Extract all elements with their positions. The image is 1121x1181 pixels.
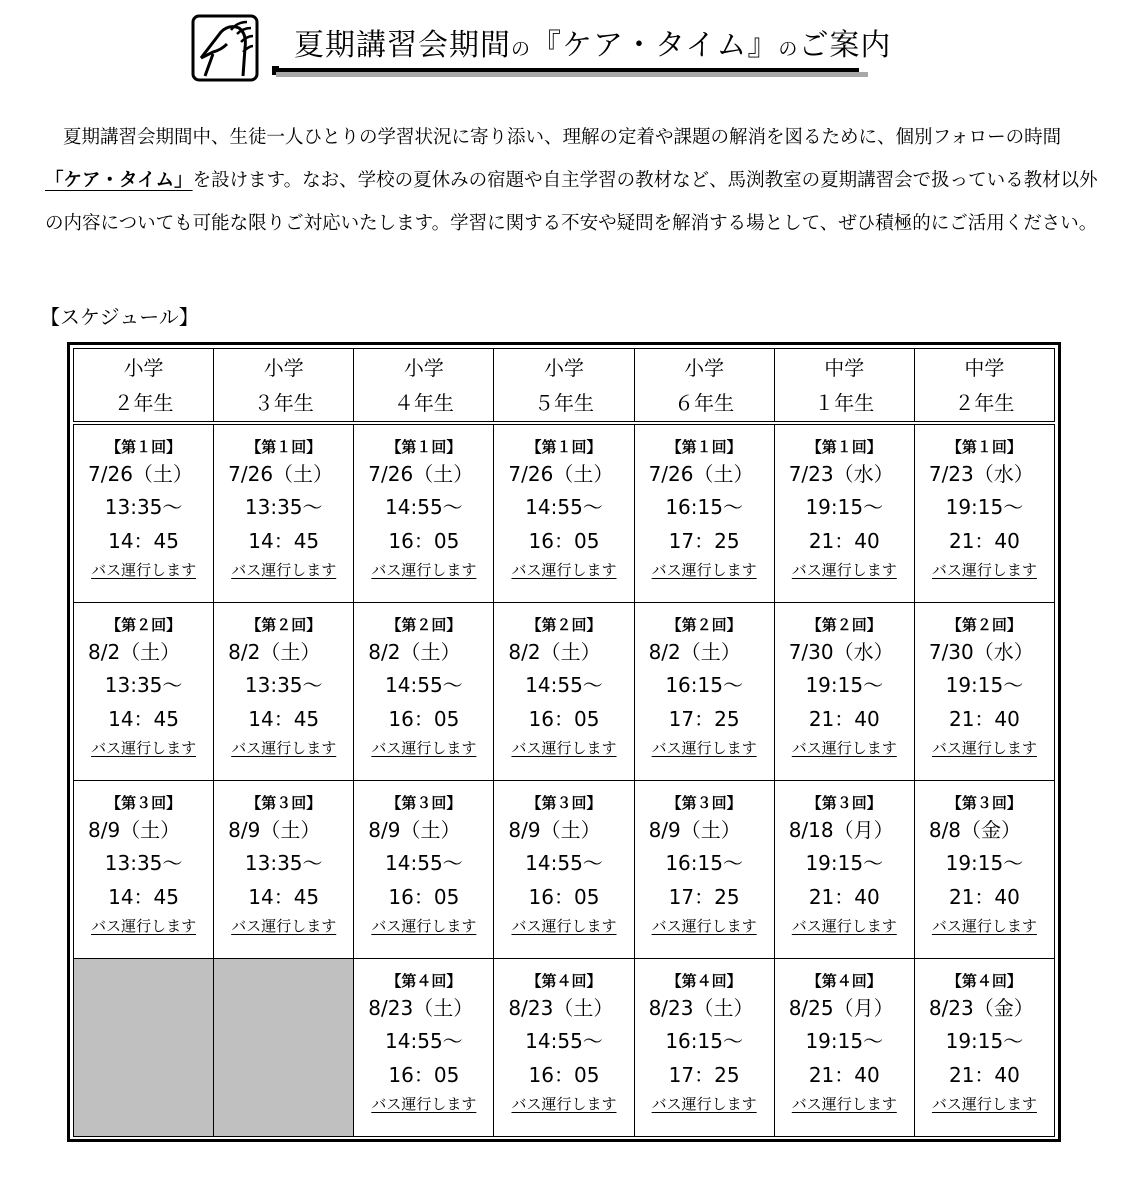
intro-paragraph <box>45 116 1098 245</box>
session-date: 8/9（土） <box>508 818 601 842</box>
session-cell <box>774 959 914 1137</box>
empty-cell <box>214 959 354 1137</box>
session-start-time: 14:55～ <box>525 851 603 875</box>
bus-notice: バス運行します <box>511 561 617 579</box>
table-body <box>74 423 1055 1137</box>
session-cell <box>214 423 354 603</box>
session-date: 7/30（水） <box>928 640 1034 664</box>
bus-notice: バス運行します <box>371 561 477 579</box>
session-cell <box>494 959 634 1137</box>
title-part: の <box>511 38 532 60</box>
column-grade: ６年生 <box>674 391 735 415</box>
bus-notice: バス運行します <box>931 917 1037 935</box>
bus-notice: バス運行します <box>791 739 897 757</box>
session-cell <box>914 423 1054 603</box>
column-grade: ２年生 <box>954 391 1015 415</box>
session-date: 7/23（水） <box>788 462 894 486</box>
bus-notice: バス運行します <box>371 739 477 757</box>
bus-notice: バス運行します <box>651 1095 757 1113</box>
session-round: 【第２回】 <box>946 616 1022 634</box>
session-date: 8/23（土） <box>368 996 474 1020</box>
session-round: 【第２回】 <box>386 616 462 634</box>
bus-notice: バス運行します <box>231 917 337 935</box>
session-date: 7/26（土） <box>88 462 193 486</box>
session-date: 7/26（土） <box>508 462 614 486</box>
column-level: 小学 <box>263 356 304 380</box>
session-end-time: 16：05 <box>528 707 600 731</box>
session-start-time: 19:15～ <box>805 673 884 697</box>
session-end-time: 21：40 <box>808 529 880 553</box>
session-end-time: 16：05 <box>388 707 460 731</box>
table-row <box>74 423 1055 603</box>
column-level: 小学 <box>123 356 164 380</box>
session-date: 8/8（金） <box>928 818 1022 842</box>
session-cell <box>354 423 494 603</box>
session-cell <box>914 781 1054 959</box>
session-round: 【第３回】 <box>666 794 742 812</box>
column-grade: ２年生 <box>113 391 174 415</box>
column-header <box>494 349 634 424</box>
session-date: 8/2（土） <box>368 640 461 664</box>
session-round: 【第１回】 <box>806 438 882 456</box>
session-start-time: 16:15～ <box>665 851 743 875</box>
session-start-time: 16:15～ <box>665 673 743 697</box>
session-round: 【第２回】 <box>106 616 182 634</box>
column-level: 小学 <box>403 356 444 380</box>
session-end-time: 21：40 <box>948 707 1020 731</box>
session-cell <box>74 603 214 781</box>
bus-notice: バス運行します <box>931 739 1037 757</box>
session-date: 8/9（土） <box>648 818 741 842</box>
session-start-time: 16:15～ <box>665 495 743 519</box>
session-start-time: 16:15～ <box>665 1029 743 1053</box>
session-cell <box>214 781 354 959</box>
session-start-time: 13:35～ <box>244 495 323 519</box>
session-cell <box>774 423 914 603</box>
column-grade: ５年生 <box>533 391 594 415</box>
session-cell <box>354 959 494 1137</box>
bus-notice: バス運行します <box>931 1095 1037 1113</box>
logo <box>191 14 259 82</box>
title-part: 夏期講習会期間 <box>294 28 511 63</box>
schedule-heading: 【スケジュール】 <box>40 305 199 329</box>
bus-notice: バス運行します <box>371 917 477 935</box>
session-start-time: 14:55～ <box>385 673 463 697</box>
session-end-time: 17：25 <box>668 1063 740 1087</box>
session-cell <box>634 423 774 603</box>
session-start-time: 14:55～ <box>385 1029 463 1053</box>
session-end-time: 21：40 <box>808 885 880 909</box>
session-date: 8/9（土） <box>368 818 461 842</box>
session-end-time: 16：05 <box>528 1063 600 1087</box>
session-end-time: 16：05 <box>388 1063 460 1087</box>
session-cell <box>214 603 354 781</box>
session-cell <box>634 781 774 959</box>
session-date: 8/23（金） <box>928 996 1034 1020</box>
bus-notice: バス運行します <box>511 739 617 757</box>
empty-cell <box>74 959 214 1137</box>
session-cell <box>774 603 914 781</box>
session-start-time: 19:15～ <box>805 495 884 519</box>
session-round: 【第１回】 <box>526 438 602 456</box>
bus-notice: バス運行します <box>231 561 337 579</box>
session-end-time: 21：40 <box>948 885 1020 909</box>
bus-notice: バス運行します <box>91 917 197 935</box>
session-end-time: 14：45 <box>248 707 320 731</box>
bus-notice: バス運行します <box>371 1095 477 1113</box>
session-round: 【第４回】 <box>806 972 882 990</box>
session-cell <box>354 781 494 959</box>
session-round: 【第３回】 <box>806 794 882 812</box>
session-start-time: 19:15～ <box>805 851 884 875</box>
horse-logo-icon <box>191 14 259 82</box>
session-start-time: 13:35～ <box>244 851 323 875</box>
session-round: 【第２回】 <box>246 616 322 634</box>
session-end-time: 21：40 <box>808 1063 880 1087</box>
session-round: 【第１回】 <box>946 438 1022 456</box>
session-cell <box>914 603 1054 781</box>
session-start-time: 14:55～ <box>385 851 463 875</box>
intro-line <box>45 159 1098 202</box>
session-cell <box>494 423 634 603</box>
bus-notice: バス運行します <box>791 1095 897 1113</box>
session-end-time: 14：45 <box>248 529 320 553</box>
session-start-time: 13:35～ <box>104 495 183 519</box>
session-date: 7/26（土） <box>228 462 334 486</box>
session-round: 【第４回】 <box>666 972 742 990</box>
bus-notice: バス運行します <box>791 561 897 579</box>
session-end-time: 14：45 <box>248 885 320 909</box>
column-header <box>774 349 914 424</box>
session-round: 【第４回】 <box>386 972 462 990</box>
session-round: 【第１回】 <box>666 438 742 456</box>
bus-notice: バス運行します <box>91 739 197 757</box>
session-date: 7/30（水） <box>788 640 894 664</box>
column-header <box>214 349 354 424</box>
session-date: 7/26（土） <box>648 462 754 486</box>
session-round: 【第２回】 <box>526 616 602 634</box>
session-start-time: 13:35～ <box>244 673 323 697</box>
title-part: ご案内 <box>798 28 892 63</box>
title-part: の <box>778 38 799 60</box>
column-grade: ４年生 <box>393 391 454 415</box>
session-start-time: 14:55～ <box>525 673 603 697</box>
session-round: 【第２回】 <box>666 616 742 634</box>
session-start-time: 19:15～ <box>805 1029 884 1053</box>
session-end-time: 21：40 <box>808 707 880 731</box>
session-round: 【第４回】 <box>946 972 1022 990</box>
session-round: 【第１回】 <box>386 438 462 456</box>
session-date: 8/9（土） <box>88 818 181 842</box>
column-header <box>914 349 1054 424</box>
intro-line: の内容についても可能な限りご対応いたします。学習に関する不安や疑問を解消する場として、ぜひ積極的にご活用ください。 <box>45 213 1098 234</box>
session-round: 【第１回】 <box>106 438 182 456</box>
column-header <box>354 349 494 424</box>
column-grade: １年生 <box>814 391 875 415</box>
session-cell <box>774 781 914 959</box>
session-date: 8/2（土） <box>648 640 741 664</box>
session-round: 【第３回】 <box>526 794 602 812</box>
schedule-table-frame <box>67 342 1061 1142</box>
session-round: 【第３回】 <box>386 794 462 812</box>
session-end-time: 14：45 <box>108 707 180 731</box>
session-cell <box>74 781 214 959</box>
schedule-table <box>73 348 1055 1137</box>
session-start-time: 19:15～ <box>945 673 1024 697</box>
bus-notice: バス運行します <box>511 1095 617 1113</box>
bus-notice: バス運行します <box>651 739 757 757</box>
table-row <box>74 781 1055 959</box>
session-end-time: 21：40 <box>948 1063 1020 1087</box>
session-end-time: 21：40 <box>948 529 1020 553</box>
bus-notice: バス運行します <box>91 561 197 579</box>
session-cell <box>634 603 774 781</box>
session-start-time: 13:35～ <box>104 851 183 875</box>
session-cell <box>494 603 634 781</box>
session-start-time: 14:55～ <box>525 1029 603 1053</box>
session-cell <box>914 959 1054 1137</box>
session-date: 8/2（土） <box>228 640 321 664</box>
session-end-time: 17：25 <box>668 707 740 731</box>
session-round: 【第４回】 <box>526 972 602 990</box>
session-start-time: 13:35～ <box>104 673 183 697</box>
column-level: 小学 <box>684 356 725 380</box>
page-title <box>294 26 891 69</box>
intro-line: 夏期講習会期間中、生徒一人ひとりの学習状況に寄り添い、理解の定着や課題の解消を図るために、個別フォローの時間 <box>63 127 1062 148</box>
session-end-time: 16：05 <box>388 529 460 553</box>
table-row <box>74 959 1055 1137</box>
bus-notice: バス運行します <box>651 561 757 579</box>
session-round: 【第２回】 <box>806 616 882 634</box>
bus-notice: バス運行します <box>791 917 897 935</box>
session-cell <box>74 423 214 603</box>
session-start-time: 14:55～ <box>385 495 463 519</box>
title-block <box>272 20 892 80</box>
column-header <box>634 349 774 424</box>
session-round: 【第３回】 <box>946 794 1022 812</box>
column-grade: ３年生 <box>253 391 314 415</box>
table-row <box>74 603 1055 781</box>
column-header <box>74 349 214 424</box>
bus-notice: バス運行します <box>931 561 1037 579</box>
session-end-time: 14：45 <box>108 529 180 553</box>
column-level: 中学 <box>824 356 865 380</box>
column-level: 中学 <box>964 356 1005 380</box>
column-level: 小学 <box>543 356 584 380</box>
session-start-time: 19:15～ <box>945 1029 1024 1053</box>
session-date: 8/18（月） <box>788 818 894 842</box>
session-start-time: 19:15～ <box>945 851 1024 875</box>
session-date: 7/26（土） <box>368 462 474 486</box>
session-end-time: 14：45 <box>108 885 180 909</box>
table-header-row <box>74 349 1055 424</box>
session-cell <box>354 603 494 781</box>
session-cell <box>494 781 634 959</box>
session-end-time: 16：05 <box>528 529 600 553</box>
session-round: 【第３回】 <box>246 794 322 812</box>
session-date: 8/25（月） <box>788 996 894 1020</box>
session-end-time: 17：25 <box>668 529 740 553</box>
session-date: 8/23（土） <box>648 996 754 1020</box>
session-round: 【第３回】 <box>106 794 182 812</box>
session-round: 【第１回】 <box>246 438 322 456</box>
bus-notice: バス運行します <box>651 917 757 935</box>
bus-notice: バス運行します <box>511 917 617 935</box>
session-end-time: 16：05 <box>388 885 460 909</box>
bus-notice: バス運行します <box>231 739 337 757</box>
title-part: 『ケア・タイム』 <box>531 28 779 63</box>
session-start-time: 19:15～ <box>945 495 1024 519</box>
session-date: 8/23（土） <box>508 996 614 1020</box>
intro-text: を設けます。なお、学校の夏休みの宿題や自主学習の教材など、馬渕教室の夏期講習会で扱っている教材以外 <box>192 170 1098 191</box>
session-start-time: 14:55～ <box>525 495 603 519</box>
session-end-time: 16：05 <box>528 885 600 909</box>
title-underline-shadow <box>276 72 868 77</box>
session-date: 7/23（水） <box>928 462 1034 486</box>
session-cell <box>634 959 774 1137</box>
session-date: 8/2（土） <box>508 640 601 664</box>
session-end-time: 17：25 <box>668 885 740 909</box>
session-date: 8/2（土） <box>88 640 181 664</box>
session-date: 8/9（土） <box>228 818 321 842</box>
care-time-label: 「ケア・タイム」 <box>45 170 193 191</box>
